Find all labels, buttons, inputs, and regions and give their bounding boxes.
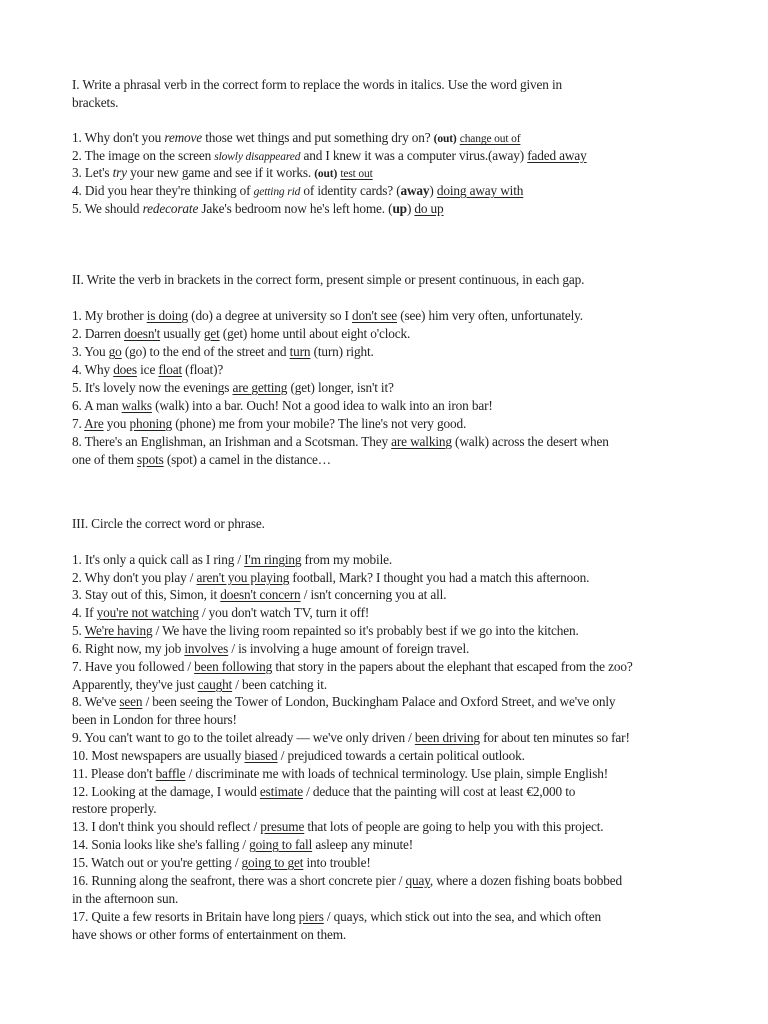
question-text: 7. [72, 416, 85, 431]
italic-phrase: remove [164, 130, 203, 145]
question-text: one of them [72, 452, 138, 467]
question-text: 16. Running along the seafront, there was a short concrete pier / [72, 873, 406, 888]
italic-phrase: slowly disappeared [214, 151, 301, 163]
question-text: / been seeing the Tower of London, Buckingham Palace and Oxford Street, and we've only [142, 694, 616, 709]
answer: you're not watching [96, 605, 199, 620]
question-text: 4. Why [72, 362, 114, 377]
answer: faded away [527, 148, 587, 163]
question-text: 14. Sonia looks like she's falling / [72, 837, 250, 852]
question-text: 8. We've [72, 694, 120, 709]
s3-question-16 [72, 872, 622, 889]
s3-question-17 [72, 908, 601, 925]
question-text: and I knew it was a computer virus.(away) [300, 148, 528, 163]
question-text: ice [136, 362, 159, 377]
question-text: 5. We should [72, 201, 143, 216]
question-text: 10. Most newspapers are usually [72, 748, 245, 763]
question-text: asleep any minute! [312, 837, 414, 852]
question-text: (get) longer, isn't it? [287, 380, 394, 395]
s3-question-17-cont [72, 926, 346, 943]
answer: going to fall [249, 837, 313, 852]
answer: caught [197, 677, 233, 692]
question-text: into trouble! [303, 855, 371, 870]
italic-phrase: try [112, 165, 127, 180]
question-text: 4. Did you hear they're thinking of [72, 183, 254, 198]
question-text: 7. Have you followed / [72, 659, 195, 674]
question-text: 1. It's only a quick call as I ring / [72, 552, 245, 567]
answer: change out of [459, 133, 521, 145]
answer: do up [414, 201, 444, 216]
s2-question-3 [72, 343, 374, 360]
question-text: 8. There's an Englishman, an Irishman and a Scotsman. They [72, 434, 392, 449]
instruction-text: III. Circle the correct word or phrase. [72, 516, 265, 531]
answer: don't see [352, 308, 398, 323]
s3-question-8 [72, 693, 615, 710]
answer: biased [244, 748, 278, 763]
question-text: from my mobile. [301, 552, 393, 567]
instruction-text: II. Write the verb in brackets in the correct form, present simple or present continuous, in each gap. [72, 272, 585, 287]
question-text: (see) him very often, unfortunately. [397, 308, 583, 323]
question-text: 3. Stay out of this, Simon, it [72, 587, 221, 602]
question-text: (walk) across the desert when [451, 434, 609, 449]
question-text: those wet things and put something dry on? [202, 130, 434, 145]
question-text: / quays, which stick out into the sea, and which often [323, 909, 601, 924]
question-text: , where a dozen fishing boats bobbed [429, 873, 623, 888]
s2-question-8-cont [72, 451, 331, 468]
question-text: (walk) into a bar. Ouch! Not a good idea to walk into an iron bar! [151, 398, 493, 413]
question-text: 1. My brother [72, 308, 147, 323]
question-text: (spot) a camel in the distance… [163, 452, 331, 467]
answer: are walking [391, 434, 452, 449]
answer: quay [405, 873, 430, 888]
question-text: that story in the papers about the elephant that escaped from the zoo? [272, 659, 633, 674]
answer: spots [137, 452, 164, 467]
question-text: ) [429, 183, 437, 198]
question-text: 17. Quite a few resorts in Britain have long [72, 909, 299, 924]
answer: I'm ringing [244, 552, 302, 567]
question-text: 2. Why don't you play / [72, 570, 197, 585]
answer: go [108, 344, 122, 359]
question-text: restore properly. [72, 801, 157, 816]
answer: doesn't [124, 326, 161, 341]
answer: been driving [414, 730, 480, 745]
s2-question-5 [72, 379, 394, 396]
s3-question-9 [72, 729, 630, 746]
answer: estimate [259, 784, 303, 799]
question-text: for about ten minutes so far! [479, 730, 630, 745]
s3-question-14 [72, 836, 413, 853]
answer: phoning [129, 416, 173, 431]
section3-instruction [72, 515, 265, 532]
answer: doesn't concern [220, 587, 301, 602]
answer: seen [119, 694, 143, 709]
question-text: (float)? [182, 362, 224, 377]
answer: test out [340, 168, 373, 180]
question-text: usually [160, 326, 204, 341]
question-text: / discriminate me with loads of technical terminology. Use plain, simple English! [185, 766, 609, 781]
question-text: 15. Watch out or you're getting / [72, 855, 242, 870]
hint-word: (out) [314, 168, 338, 180]
question-text: ) [406, 201, 415, 216]
question-text: 9. You can't want to go to the toilet already — we've only driven / [72, 730, 415, 745]
question-text: (do) a degree at university so I [188, 308, 353, 323]
s3-question-10 [72, 747, 525, 764]
question-text: (phone) me from your mobile? The line's not very good. [172, 416, 467, 431]
question-text: 1. Why don't you [72, 130, 165, 145]
s3-question-8-cont [72, 711, 237, 728]
question-text: (go) to the end of the street and [121, 344, 290, 359]
question-text: Jake's bedroom now he's left home. ( [198, 201, 393, 216]
question-text: / been catching it. [232, 677, 327, 692]
s3-question-12 [72, 783, 575, 800]
answer: float [158, 362, 182, 377]
s3-question-11 [72, 765, 608, 782]
answer: turn [289, 344, 311, 359]
s1-question-1 [72, 129, 520, 148]
answer: presume [260, 819, 305, 834]
answer: walks [121, 398, 152, 413]
question-text: have shows or other forms of entertainment on them. [72, 927, 347, 942]
answer: been following [194, 659, 273, 674]
answer: is doing [146, 308, 188, 323]
hint-word: (out) [433, 133, 457, 145]
s1-question-4 [72, 182, 523, 201]
s2-question-7 [72, 415, 466, 432]
s3-question-1 [72, 551, 392, 568]
answer: going to get [241, 855, 304, 870]
s2-question-8 [72, 433, 609, 450]
question-text: 12. Looking at the damage, I would [72, 784, 260, 799]
s3-question-5 [72, 622, 579, 639]
question-text: in the afternoon sun. [72, 891, 179, 906]
question-text: / is involving a huge amount of foreign travel. [228, 641, 470, 656]
question-text: you [103, 416, 130, 431]
s3-question-7-cont [72, 676, 327, 693]
s3-question-12-cont [72, 800, 156, 817]
question-text: 2. The image on the screen [72, 148, 215, 163]
s2-question-6 [72, 397, 493, 414]
s3-question-6 [72, 640, 469, 657]
s2-question-2 [72, 325, 410, 342]
question-text: 13. I don't think you should reflect / [72, 819, 261, 834]
instruction-text: I. Write a phrasal verb in the correct form to replace the words in italics. Use the word given in [72, 77, 562, 92]
question-text: / prejudiced towards a certain political outlook. [277, 748, 525, 763]
s2-question-4 [72, 361, 223, 378]
section2-instruction [72, 271, 584, 288]
answer: We're having [84, 623, 153, 638]
answer: Are [84, 416, 104, 431]
question-text: 3. Let's [72, 165, 113, 180]
question-text: your new game and see if it works. [126, 165, 315, 180]
answer: aren't you playing [196, 570, 290, 585]
s1-question-5 [72, 200, 444, 217]
question-text: (turn) right. [310, 344, 374, 359]
question-text: 4. If [72, 605, 97, 620]
question-text: been in London for three hours! [72, 712, 237, 727]
s3-question-16-cont [72, 890, 178, 907]
answer: involves [184, 641, 229, 656]
section1-instruction [72, 76, 562, 93]
question-text: Apparently, they've just [72, 677, 198, 692]
question-text: (get) home until about eight o'clock. [219, 326, 411, 341]
question-text: of identity cards? ( [300, 183, 401, 198]
question-text: 5. [72, 623, 85, 638]
italic-phrase: getting rid [253, 186, 301, 198]
hint-word: up [392, 201, 407, 216]
s1-question-3 [72, 164, 373, 183]
s3-question-4 [72, 604, 369, 621]
hint-word: away [400, 183, 430, 198]
question-text: / isn't concerning you at all. [300, 587, 447, 602]
s3-question-3 [72, 586, 446, 603]
question-text: 11. Please don't [72, 766, 156, 781]
question-text: / you don't watch TV, turn it off! [198, 605, 370, 620]
s3-question-13 [72, 818, 603, 835]
question-text: that lots of people are going to help you with this project. [304, 819, 604, 834]
section1-instruction-cont [72, 94, 118, 111]
question-text: 6. A man [72, 398, 122, 413]
answer: are getting [232, 380, 288, 395]
s2-question-1 [72, 307, 583, 324]
answer: doing away with [436, 183, 524, 198]
s3-question-2 [72, 569, 589, 586]
italic-phrase: redecorate [142, 201, 199, 216]
question-text: 5. It's lovely now the evenings [72, 380, 233, 395]
question-text: football, Mark? I thought you had a match this afternoon. [289, 570, 590, 585]
answer: get [203, 326, 220, 341]
instruction-text: brackets. [72, 95, 119, 110]
question-text: 6. Right now, my job [72, 641, 185, 656]
s3-question-7 [72, 658, 633, 675]
question-text: 3. You [72, 344, 109, 359]
answer: piers [298, 909, 324, 924]
answer: does [113, 362, 137, 377]
s3-question-15 [72, 854, 371, 871]
answer: baffle [155, 766, 186, 781]
question-text: / deduce that the painting will cost at least €2,000 to [303, 784, 576, 799]
question-text: 2. Darren [72, 326, 125, 341]
question-text: / We have the living room repainted so it's probably best if we go into the kitchen. [152, 623, 579, 638]
